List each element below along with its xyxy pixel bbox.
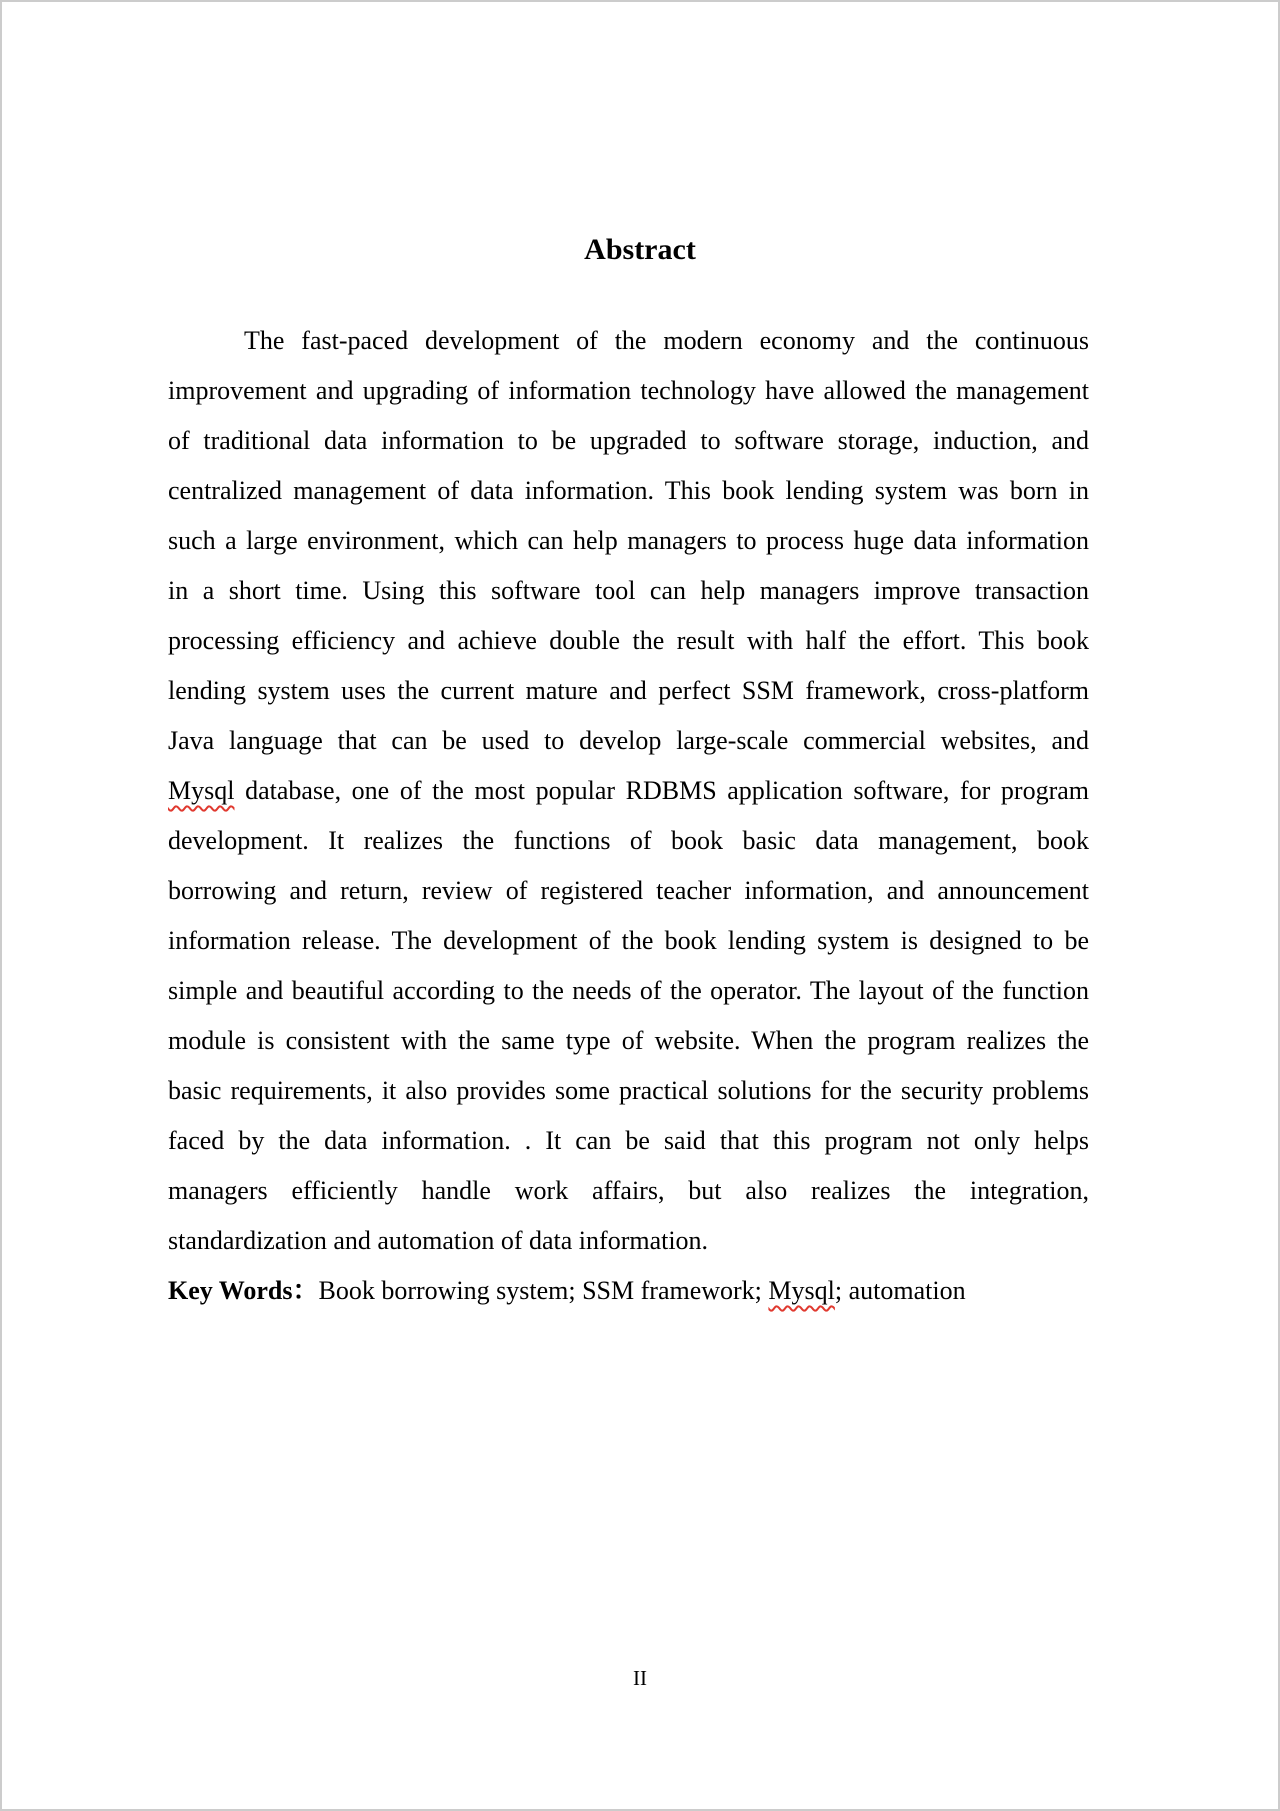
text-segment: ; automation bbox=[834, 1276, 966, 1305]
paragraph-line bbox=[168, 1166, 1089, 1216]
page-number: II bbox=[633, 1666, 647, 1690]
keywords-line bbox=[168, 1266, 1089, 1316]
text-segment: basic requirements, it also provides some practical solutions for the security problems bbox=[168, 1076, 1089, 1105]
text-segment: faced by the data information. . It can be said that this program not only helps bbox=[168, 1126, 1089, 1155]
text-segment: managers efficiently handle work affairs, but also realizes the integration, bbox=[168, 1176, 1089, 1205]
text-segment: lending system uses the current mature and perfect SSM framework, cross-platform bbox=[168, 676, 1089, 705]
text-segment: centralized management of data information. This book lending system was born in bbox=[168, 476, 1089, 505]
paragraph-line bbox=[168, 416, 1089, 466]
page-title: Abstract bbox=[584, 233, 696, 266]
text-segment: information release. The development of the book lending system is designed to be bbox=[168, 926, 1089, 955]
paragraph-line bbox=[168, 666, 1089, 716]
text-segment: Book borrowing system; SSM framework; bbox=[318, 1276, 769, 1305]
paragraph-line bbox=[168, 366, 1089, 416]
text-segment: processing efficiency and achieve double the result with half the effort. This book bbox=[168, 626, 1089, 655]
paragraph-line bbox=[168, 816, 1089, 866]
paragraph-line bbox=[168, 316, 1089, 366]
abstract-body bbox=[168, 316, 1089, 1316]
paragraph-line bbox=[168, 516, 1089, 566]
text-segment: Java language that can be used to develop large-scale commercial websites, and bbox=[168, 726, 1089, 755]
paragraph-line bbox=[168, 766, 1089, 816]
paragraph-line bbox=[168, 1116, 1089, 1166]
paragraph-line bbox=[168, 1216, 1089, 1266]
keywords-label: Key Words： bbox=[168, 1276, 319, 1305]
paragraph-line bbox=[168, 966, 1089, 1016]
paragraph-line bbox=[168, 916, 1089, 966]
text-segment: standardization and automation of data information. bbox=[168, 1226, 709, 1255]
paragraph-line bbox=[168, 866, 1089, 916]
text-segment: The fast-paced development of the modern economy and the continuous bbox=[244, 326, 1089, 355]
text-segment: database, one of the most popular RDBMS application software, for program bbox=[234, 776, 1089, 805]
paragraph-line bbox=[168, 716, 1089, 766]
paragraph-line bbox=[168, 616, 1089, 666]
paragraph-line bbox=[168, 1066, 1089, 1116]
paragraph-line bbox=[168, 1016, 1089, 1066]
text-segment: of traditional data information to be upgraded to software storage, induction, and bbox=[168, 426, 1089, 455]
keywords-text bbox=[318, 1276, 965, 1305]
text-segment: in a short time. Using this software tool can help managers improve transaction bbox=[168, 576, 1089, 605]
paragraph-line bbox=[168, 466, 1089, 516]
abstract-paragraph bbox=[168, 316, 1089, 1266]
text-segment: simple and beautiful according to the needs of the operator. The layout of the function bbox=[168, 976, 1089, 1005]
text-segment: module is consistent with the same type of website. When the program realizes the bbox=[168, 1026, 1089, 1055]
misspelled-word: Mysql bbox=[768, 1276, 835, 1305]
misspelled-word: Mysql bbox=[168, 776, 235, 805]
text-segment: borrowing and return, review of registered teacher information, and announcement bbox=[168, 876, 1089, 905]
text-segment: such a large environment, which can help managers to process huge data information bbox=[168, 526, 1089, 555]
paragraph-line bbox=[168, 566, 1089, 616]
text-segment: improvement and upgrading of information technology have allowed the management bbox=[168, 376, 1089, 405]
text-segment: development. It realizes the functions of book basic data management, book bbox=[168, 826, 1089, 855]
